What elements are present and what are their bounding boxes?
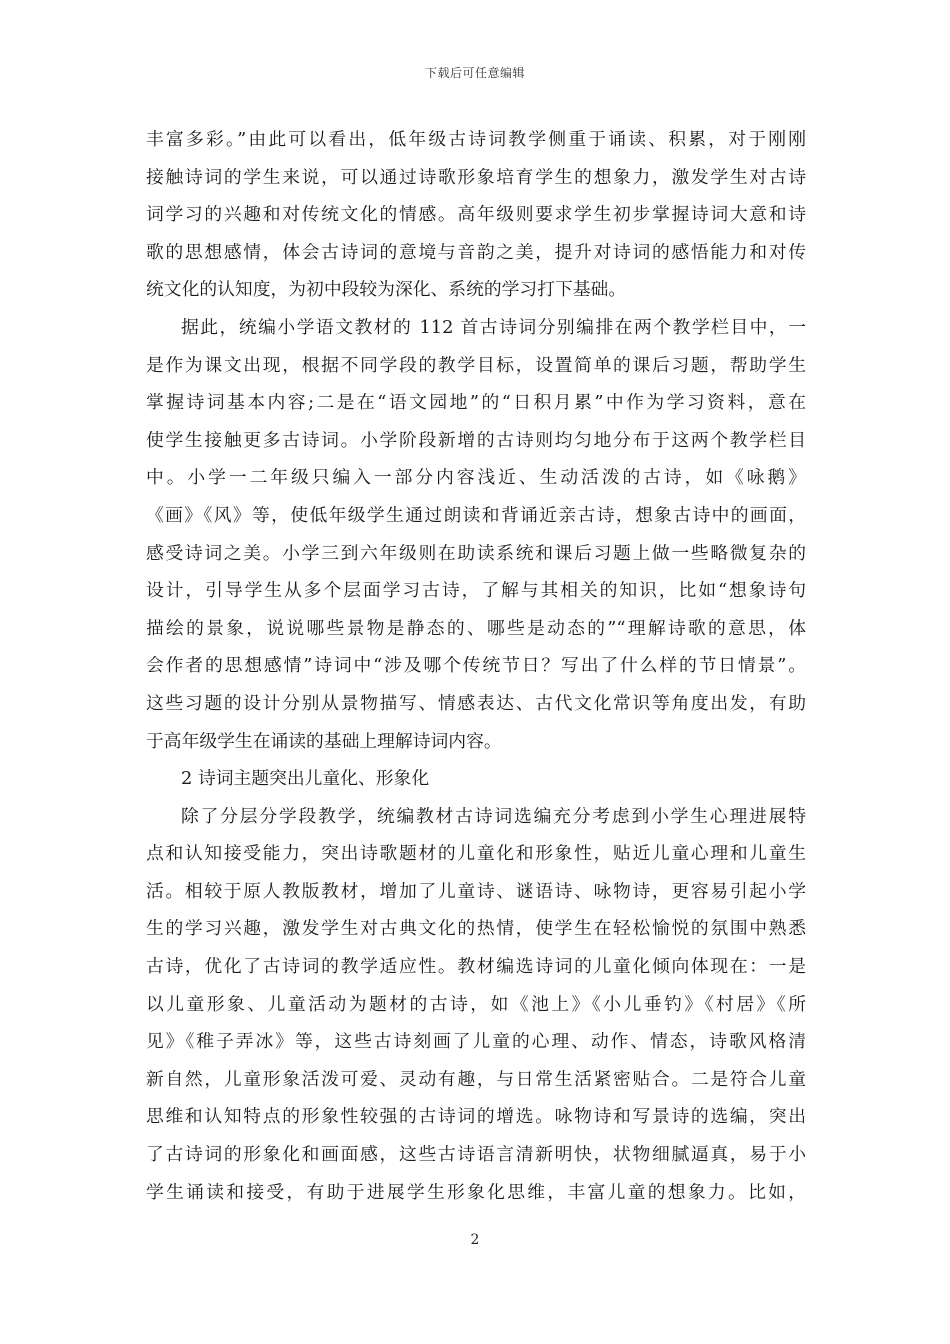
text-line: 于高年级学生在诵读的基础上理解诗词内容。 <box>146 730 502 752</box>
text-line: 是作为课文出现，根据不同学段的教学目标，设置简单的课后习题，帮助学生 <box>146 354 806 376</box>
text-line: 描绘的景象，说说哪些景物是静态的、哪些是动态的”“理解诗歌的意思，体 <box>146 617 806 639</box>
text-line: 2 诗词主题突出儿童化、形象化 <box>181 768 430 790</box>
text-line: 《画》《风》等，使低年级学生通过朗读和背诵近亲古诗，想象古诗中的画面， <box>146 504 806 526</box>
text-line: 使学生接触更多古诗词。小学阶段新增的古诗则均匀地分布于这两个教学栏目 <box>146 429 806 451</box>
text-line: 词学习的兴趣和对传统文化的情感。高年级则要求学生初步掌握诗词大意和诗 <box>146 204 806 226</box>
page-header: 下载后可任意编辑 <box>424 66 525 80</box>
text-line: 思维和认知特点的形象性较强的古诗词的增选。咏物诗和写景诗的选编，突出 <box>146 1106 806 1128</box>
text-line: 统文化的认知度，为初中段较为深化、系统的学习打下基础。 <box>146 279 627 301</box>
text-line: 学生诵读和接受，有助于进展学生形象化思维，丰富儿童的想象力。比如， <box>146 1181 806 1203</box>
text-line: 感受诗词之美。小学三到六年级则在助读系统和课后习题上做一些略微复杂的 <box>146 542 806 564</box>
document-body <box>146 121 806 1211</box>
text-line: 了古诗词的形象化和画面感，这些古诗语言清新明快，状物细腻逼真，易于小 <box>146 1144 806 1166</box>
text-line: 歌的思想感情，体会古诗词的意境与音韵之美，提升对诗词的感悟能力和对传 <box>146 241 806 263</box>
text-line: 活。相较于原人教版教材，增加了儿童诗、谜语诗、咏物诗，更容易引起小学 <box>146 880 806 902</box>
text-line: 以儿童形象、儿童活动为题材的古诗，如《池上》《小儿垂钓》《村居》《所 <box>146 993 806 1015</box>
text-line: 据此，统编小学语文教材的 112 首古诗词分别编排在两个教学栏目中，一 <box>181 316 806 338</box>
text-line: 古诗，优化了古诗词的教学适应性。教材编选诗词的儿童化倾向体现在：一是 <box>146 956 806 978</box>
page-number: 2 <box>470 1232 480 1248</box>
text-line: 会作者的思想感情”诗词中“涉及哪个传统节日？写出了什么样的节日情景”。 <box>146 655 806 677</box>
text-line: 点和认知接受能力，突出诗歌题材的儿童化和形象性，贴近儿童心理和儿童生 <box>146 843 806 865</box>
text-line: 生的学习兴趣，激发学生对古典文化的热情，使学生在轻松愉悦的氛围中熟悉 <box>146 918 806 940</box>
text-line: 接触诗词的学生来说，可以通过诗歌形象培育学生的想象力，激发学生对古诗 <box>146 166 806 188</box>
text-line: 见》《稚子弄冰》等，这些古诗刻画了儿童的心理、动作、情态，诗歌风格清 <box>146 1031 806 1053</box>
text-line: 新自然，儿童形象活泼可爱、灵动有趣，与日常生活紧密贴合。二是符合儿童 <box>146 1068 806 1090</box>
text-line: 设计，引导学生从多个层面学习古诗，了解与其相关的知识，比如“想象诗句 <box>146 580 806 602</box>
text-line: 掌握诗词基本内容;二是在“语文园地”的“日积月累”中作为学习资料，意在 <box>146 392 806 414</box>
text-line: 这些习题的设计分别从景物描写、情感表达、古代文化常识等角度出发，有助 <box>146 692 806 714</box>
text-line: 中。小学一二年级只编入一部分内容浅近、生动活泼的古诗，如《咏鹅》 <box>146 467 806 489</box>
text-line: 丰富多彩。”由此可以看出，低年级古诗词教学侧重于诵读、积累，对于刚刚 <box>146 129 806 150</box>
text-line: 除了分层分学段教学，统编教材古诗词选编充分考虑到小学生心理进展特 <box>181 805 806 827</box>
